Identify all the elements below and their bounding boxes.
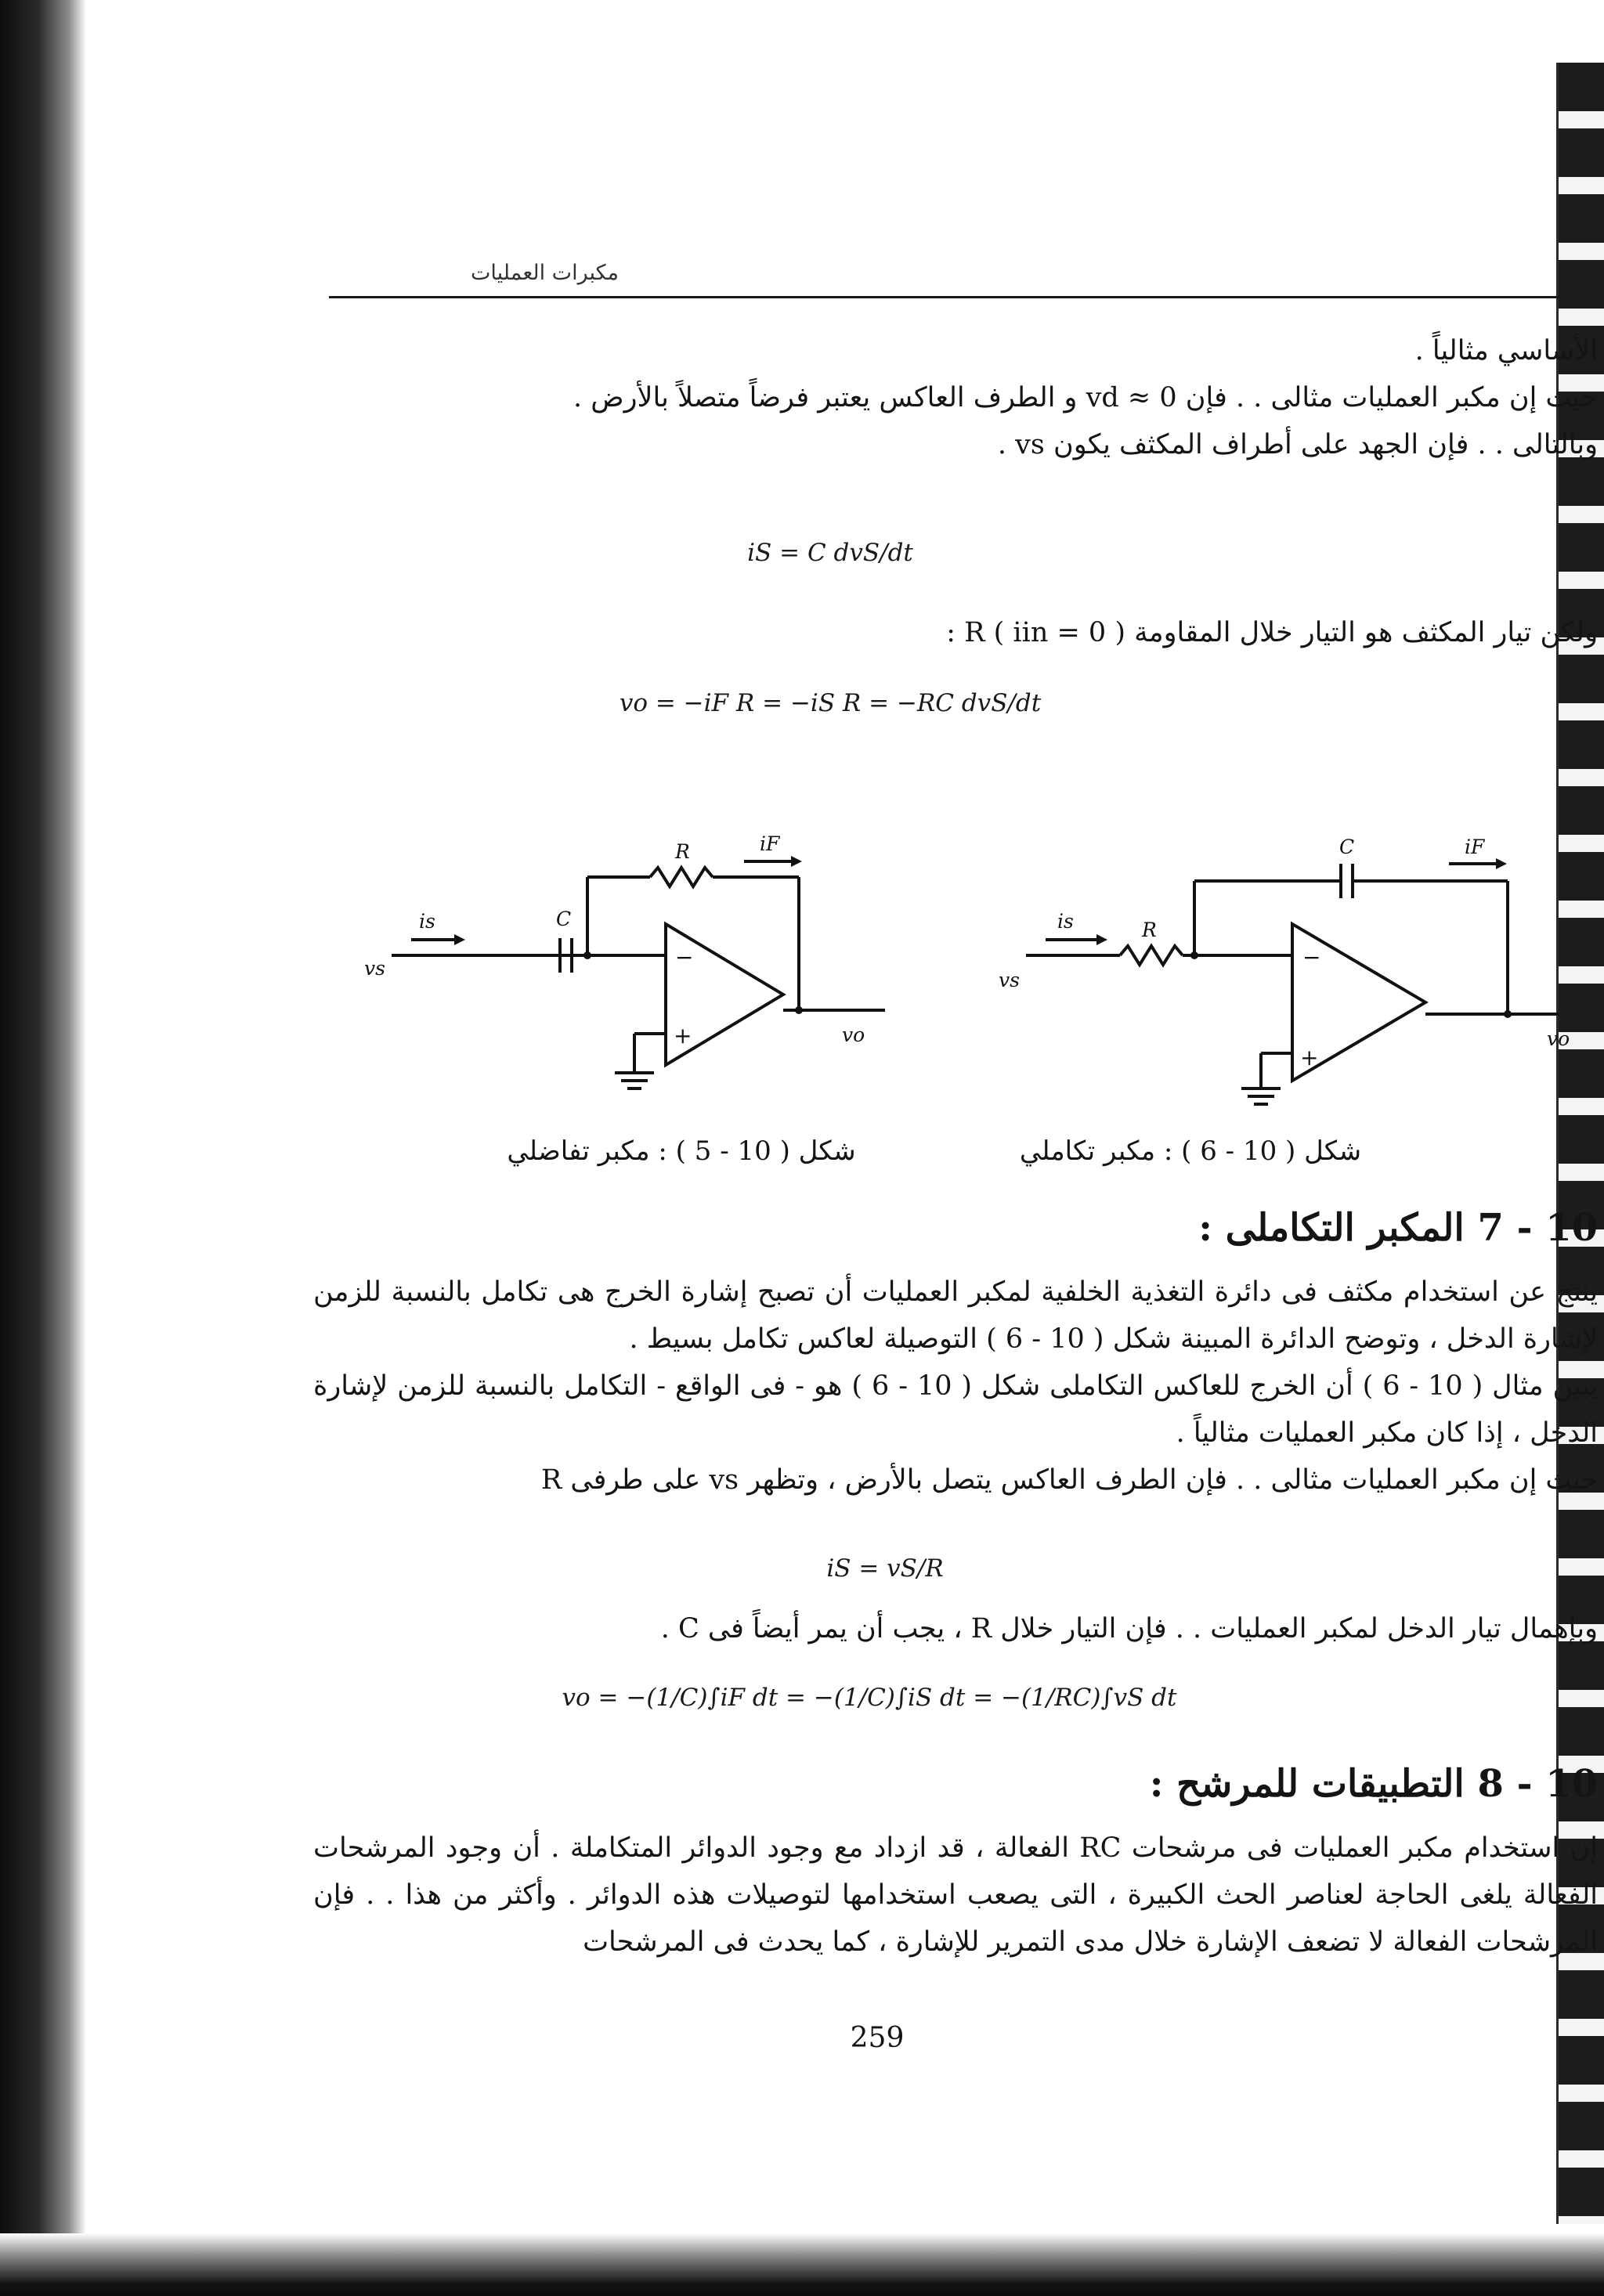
label-iF: iF	[760, 832, 780, 855]
section-7-title: المكبر التكاملى :	[1198, 1206, 1465, 1250]
intro-text	[313, 327, 1598, 468]
section-8-paragraph-1: إن استخدام مكبر العمليات فى مرشحات RC الفعالة ، قد ازداد مع وجود الدوائر المتكاملة . أن وجود المرشحات الفعالة يلغى الحاجة لعناصر الحث الكبيرة ، التى يصعب استخدامها لتوصيلات هذه الدوائر . وأكثر من هذا . . فإن المرشحات الفعالة لا تضعف الإشارة خلال مدى التمرير للإشارة ، كما يحدث فى المرشحات	[313, 1832, 1598, 1958]
label-plus: +	[1300, 1045, 1319, 1070]
label-C: C	[1339, 836, 1355, 858]
section-7-body	[313, 1269, 1598, 1504]
equation-integrator-output: vo = −(1/C)∫iF dt = −(1/C)∫iS dt = −(1/RC)∫vS dt	[562, 1684, 1177, 1712]
section-7-paragraph-2: يبين مثال ( 10 - 6 ) أن الخرج للعاكس التكاملى شكل ( 10 - 6 ) هو - فى الواقع - التكامل بالنسبة للزمن لإشارة الدخل ، إذا كان مكبر العمليات مثالياً .	[313, 1370, 1599, 1449]
section-8-number: 10 - 8	[1477, 1762, 1598, 1806]
label-plus: +	[674, 1023, 692, 1049]
equation-is: iS = C dvS/dt	[747, 539, 913, 567]
section-7-note: وبإهمال تيار الدخل لمكبر العمليات . . فإن التيار خلال R ، يجب أن يمر أيضاً فى C .	[660, 1613, 1598, 1644]
scan-shadow-bottom	[0, 2233, 1604, 2296]
label-minus: −	[1302, 944, 1321, 970]
intro-line-2: حيث إن مكبر العمليات مثالى . . فإن 0 ≈ vd و الطرف العاكس يعتبر فرضاً متصلاً بالأرض .	[573, 382, 1598, 413]
current-line: ولكن تيار المكثف هو التيار خلال المقاومة R ( iin = 0 ) :	[946, 617, 1598, 648]
label-minus: −	[675, 944, 694, 970]
figure-caption-differentiator: شكل ( 10 - 5 ) : مكبر تفاضلي	[507, 1135, 856, 1167]
label-is: is	[419, 910, 435, 933]
label-vo: vo	[842, 1023, 865, 1046]
intro-line-3: وبالتالى . . فإن الجهد على أطراف المكثف يكون vs .	[997, 429, 1598, 460]
book-page	[86, 0, 1599, 2233]
page-number: 259	[850, 2022, 905, 2054]
label-R: R	[1142, 919, 1157, 941]
section-7-paragraph-3: حيث إن مكبر العمليات مثالى . . فإن الطرف العاكس يتصل بالأرض ، وتظهر vs على طرفى R	[540, 1464, 1598, 1496]
differentiator-circuit	[321, 830, 1026, 1120]
label-is: is	[1057, 910, 1074, 933]
is-arrowhead	[454, 934, 465, 945]
section-7-number: 10 - 7	[1477, 1206, 1598, 1250]
header-rule	[329, 296, 1598, 298]
integrator-circuit	[932, 830, 1604, 1120]
label-vs: vs	[364, 957, 385, 980]
section-7-heading	[791, 1206, 1598, 1250]
section-8-body	[313, 1825, 1598, 1966]
equation-is-vs-r: iS = vS/R	[826, 1554, 944, 1583]
equation-vo-diff: vo = −iF R = −iS R = −RC dvS/dt	[619, 689, 1042, 717]
label-vo: vo	[1547, 1027, 1570, 1050]
label-C: C	[556, 908, 572, 930]
output-node-dot	[1504, 1010, 1512, 1018]
section-8-title: التطبيقات للمرشح :	[1149, 1762, 1465, 1806]
output-node-dot	[795, 1006, 803, 1014]
section-7-paragraph-1: ينتج عن استخدام مكثف فى دائرة التغذية الخلفية لمكبر العمليات أن تصبح إشارة الخرج هى تكامل بالنسبة للزمن لإشارة الدخل ، وتوضح الدائرة المبينة شكل ( 10 - 6 ) التوصيلة لعاكس تكامل بسيط .	[313, 1276, 1598, 1355]
intro-line-1: الأساسي مثالياً .	[1414, 335, 1598, 366]
figure-caption-integrator: شكل ( 10 - 6 ) : مكبر تكاملي	[1019, 1135, 1362, 1167]
resistor-zigzag	[1120, 946, 1183, 965]
if-arrowhead	[1496, 858, 1507, 869]
label-vs: vs	[999, 969, 1020, 991]
if-arrowhead	[791, 856, 802, 867]
resistor-zigzag	[650, 868, 713, 886]
scan-shadow-left	[0, 0, 86, 2296]
label-iF: iF	[1465, 836, 1485, 858]
section-8-heading	[791, 1762, 1598, 1806]
running-header: مكبرات العمليات	[470, 261, 619, 285]
label-R: R	[675, 840, 690, 863]
is-arrowhead	[1096, 934, 1107, 945]
